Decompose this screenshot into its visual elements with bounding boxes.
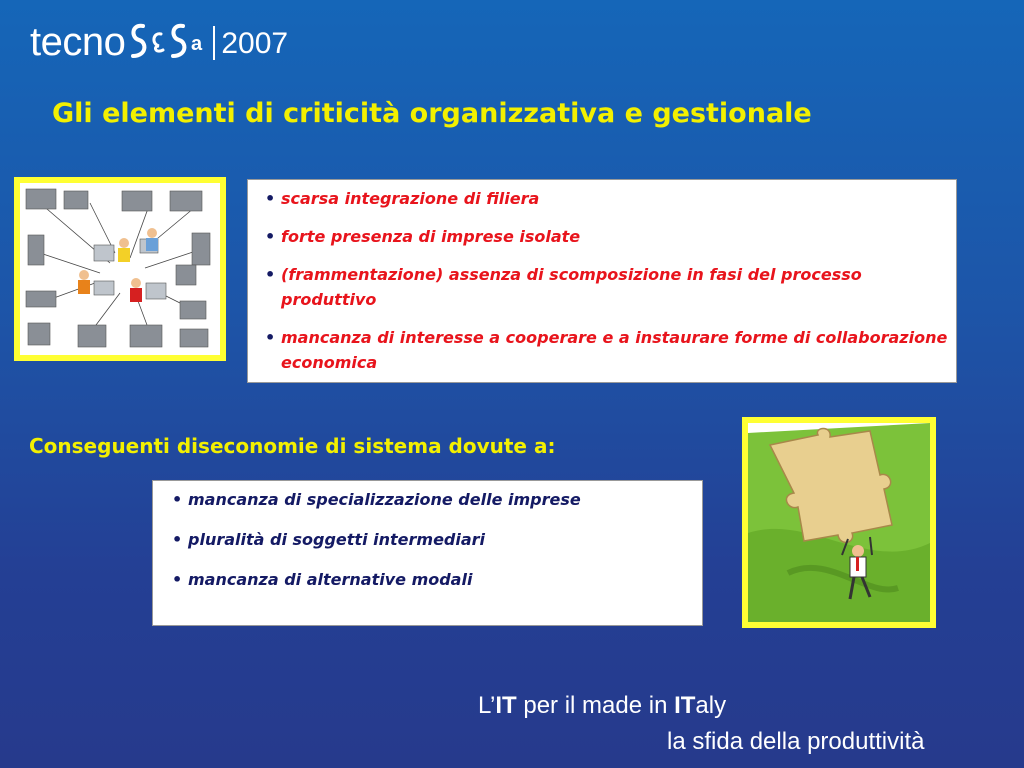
list-item (256, 224, 948, 249)
bullet: • (172, 490, 183, 509)
list-item-text: scarsa integrazione di filiera (281, 189, 540, 208)
footer-it-bold: IT (495, 692, 517, 719)
list-item-text: pluralità di soggetti intermediari (188, 530, 486, 549)
slide-title: Gli elementi di criticità organizzativa e gestionale (52, 98, 812, 129)
list-item-text: forte presenza di imprese isolate (281, 227, 581, 246)
diseconomie-list-box (152, 480, 703, 626)
bullet: • (265, 265, 276, 284)
bullet: • (265, 189, 276, 208)
list-item-text: (frammentazione) assenza di scomposizione in fasi del processo produttivo (281, 265, 862, 309)
tecnosesa-logo (30, 14, 288, 66)
svg-text:a: a (191, 33, 203, 55)
logo-year: 2007 (221, 27, 289, 60)
bullet: • (172, 570, 183, 589)
list-item (163, 567, 692, 592)
section-subtitle: Conseguenti diseconomie di sistema dovute a: (29, 434, 556, 458)
puzzle-piece-illustration-icon (748, 423, 930, 622)
list-item (163, 527, 692, 552)
footer-line-2: la sfida della produttività (667, 728, 925, 755)
criticita-list-box (247, 179, 957, 383)
list-item (256, 262, 948, 312)
footer-text: aly (695, 692, 727, 719)
diseconomie-list (163, 487, 692, 592)
footer-line-1 (478, 688, 924, 724)
bullet: • (265, 227, 276, 246)
list-item (163, 487, 692, 512)
list-item (256, 186, 948, 211)
footer-it-bold: IT (674, 692, 696, 719)
criticita-list (256, 186, 948, 375)
footer-text: L’ (478, 692, 496, 719)
logo-separator (213, 26, 215, 60)
puzzle-picture-frame (742, 417, 936, 628)
footer-tagline (478, 688, 924, 760)
network-picture-frame (14, 177, 226, 361)
list-item-text: mancanza di specializzazione delle imprese (188, 490, 581, 509)
logo-prefix: tecno (30, 20, 126, 64)
list-item (256, 325, 948, 375)
bullet: • (172, 530, 183, 549)
computer-network-illustration-icon (20, 183, 220, 355)
list-item-text: mancanza di alternative modali (188, 570, 473, 589)
list-item-text: mancanza di interesse a cooperare e a instaurare forme di collaborazione economica (281, 328, 948, 372)
bullet: • (265, 328, 276, 347)
sesa-swirl-logo-icon (127, 18, 209, 64)
footer-text: per il made in (516, 692, 675, 719)
